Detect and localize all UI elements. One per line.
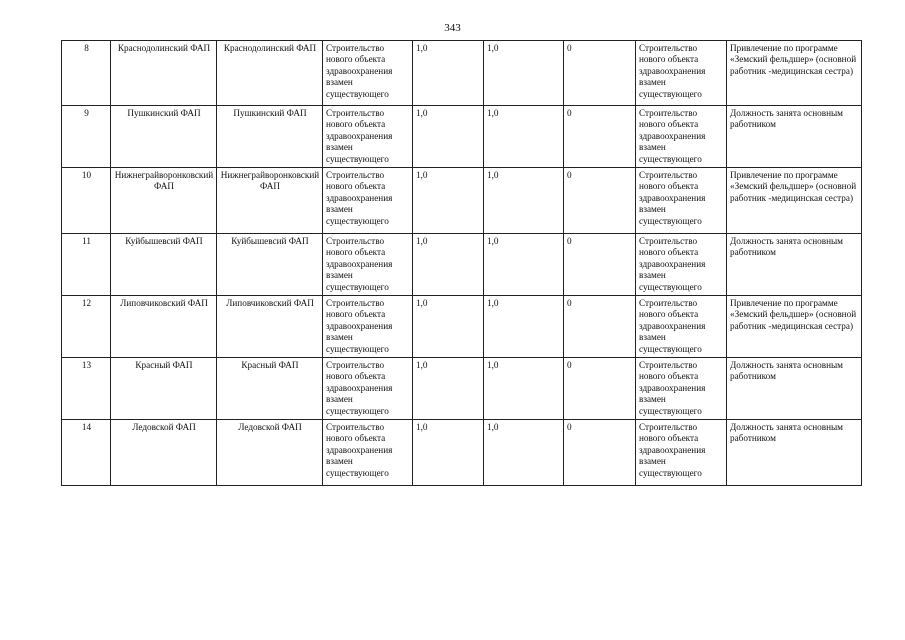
row-number: 10 bbox=[62, 168, 111, 234]
row-number: 13 bbox=[62, 358, 111, 420]
table-row bbox=[62, 41, 862, 106]
row-number: 14 bbox=[62, 420, 111, 486]
table-row bbox=[62, 296, 862, 358]
row-number: 11 bbox=[62, 234, 111, 296]
table-row bbox=[62, 358, 862, 420]
staff-note: Привлечение по программе «Земский фельдшер» (основной работник -медицинская сестра) bbox=[727, 41, 862, 106]
action-text: Строительство нового объекта здравоохранения взамен существующего bbox=[323, 296, 413, 358]
facility-name: Пушкинский ФАП bbox=[111, 106, 217, 168]
action-text-2: Строительство нового объекта здравоохранения взамен существующего bbox=[636, 41, 727, 106]
action-text: Строительство нового объекта здравоохранения взамен существующего bbox=[323, 41, 413, 106]
action-text-2: Строительство нового объекта здравоохранения взамен существующего bbox=[636, 358, 727, 420]
value-1: 1,0 bbox=[413, 420, 484, 486]
facilities-table bbox=[61, 40, 862, 486]
action-text-2: Строительство нового объекта здравоохранения взамен существующего bbox=[636, 234, 727, 296]
staff-note: Привлечение по программе «Земский фельдшер» (основной работник -медицинская сестра) bbox=[727, 168, 862, 234]
facility-name-new: Куйбышевсий ФАП bbox=[217, 234, 323, 296]
value-1: 1,0 bbox=[413, 106, 484, 168]
action-text: Строительство нового объекта здравоохранения взамен существующего bbox=[323, 106, 413, 168]
facility-name-new: Нижнеграйворонковский ФАП bbox=[217, 168, 323, 234]
value-3: 0 bbox=[564, 358, 636, 420]
action-text: Строительство нового объекта здравоохранения взамен существующего bbox=[323, 168, 413, 234]
facility-name-new: Красный ФАП bbox=[217, 358, 323, 420]
value-1: 1,0 bbox=[413, 41, 484, 106]
value-2: 1,0 bbox=[484, 296, 564, 358]
facility-name: Ледовской ФАП bbox=[111, 420, 217, 486]
table-row bbox=[62, 168, 862, 234]
staff-note: Должность занята основным работником bbox=[727, 234, 862, 296]
action-text-2: Строительство нового объекта здравоохранения взамен существующего bbox=[636, 420, 727, 486]
table-row bbox=[62, 420, 862, 486]
facility-name-new: Краснодолинский ФАП bbox=[217, 41, 323, 106]
value-2: 1,0 bbox=[484, 106, 564, 168]
page-number: 343 bbox=[444, 22, 461, 34]
staff-note: Должность занята основным работником bbox=[727, 106, 862, 168]
value-3: 0 bbox=[564, 41, 636, 106]
staff-note: Должность занята основным работником bbox=[727, 358, 862, 420]
value-2: 1,0 bbox=[484, 358, 564, 420]
value-3: 0 bbox=[564, 168, 636, 234]
value-3: 0 bbox=[564, 420, 636, 486]
staff-note: Привлечение по программе «Земский фельдшер» (основной работник -медицинская сестра) bbox=[727, 296, 862, 358]
facility-name-new: Липовчиковский ФАП bbox=[217, 296, 323, 358]
value-3: 0 bbox=[564, 296, 636, 358]
staff-note: Должность занята основным работником bbox=[727, 420, 862, 486]
facility-name: Куйбышевсий ФАП bbox=[111, 234, 217, 296]
table-row bbox=[62, 234, 862, 296]
action-text-2: Строительство нового объекта здравоохранения взамен существующего bbox=[636, 168, 727, 234]
value-1: 1,0 bbox=[413, 234, 484, 296]
facility-name: Липовчиковский ФАП bbox=[111, 296, 217, 358]
facility-name: Нижнеграйворонковский ФАП bbox=[111, 168, 217, 234]
action-text: Строительство нового объекта здравоохранения взамен существующего bbox=[323, 358, 413, 420]
action-text: Строительство нового объекта здравоохранения взамен существующего bbox=[323, 234, 413, 296]
action-text: Строительство нового объекта здравоохранения взамен существующего bbox=[323, 420, 413, 486]
value-3: 0 bbox=[564, 106, 636, 168]
facility-name: Красный ФАП bbox=[111, 358, 217, 420]
facility-name-new: Ледовской ФАП bbox=[217, 420, 323, 486]
value-3: 0 bbox=[564, 234, 636, 296]
facility-name-new: Пушкинский ФАП bbox=[217, 106, 323, 168]
value-2: 1,0 bbox=[484, 41, 564, 106]
row-number: 9 bbox=[62, 106, 111, 168]
value-2: 1,0 bbox=[484, 234, 564, 296]
facility-name: Краснодолинский ФАП bbox=[111, 41, 217, 106]
action-text-2: Строительство нового объекта здравоохранения взамен существующего bbox=[636, 296, 727, 358]
row-number: 8 bbox=[62, 41, 111, 106]
value-2: 1,0 bbox=[484, 168, 564, 234]
action-text-2: Строительство нового объекта здравоохранения взамен существующего bbox=[636, 106, 727, 168]
row-number: 12 bbox=[62, 296, 111, 358]
value-1: 1,0 bbox=[413, 296, 484, 358]
table-row bbox=[62, 106, 862, 168]
value-1: 1,0 bbox=[413, 168, 484, 234]
value-1: 1,0 bbox=[413, 358, 484, 420]
value-2: 1,0 bbox=[484, 420, 564, 486]
